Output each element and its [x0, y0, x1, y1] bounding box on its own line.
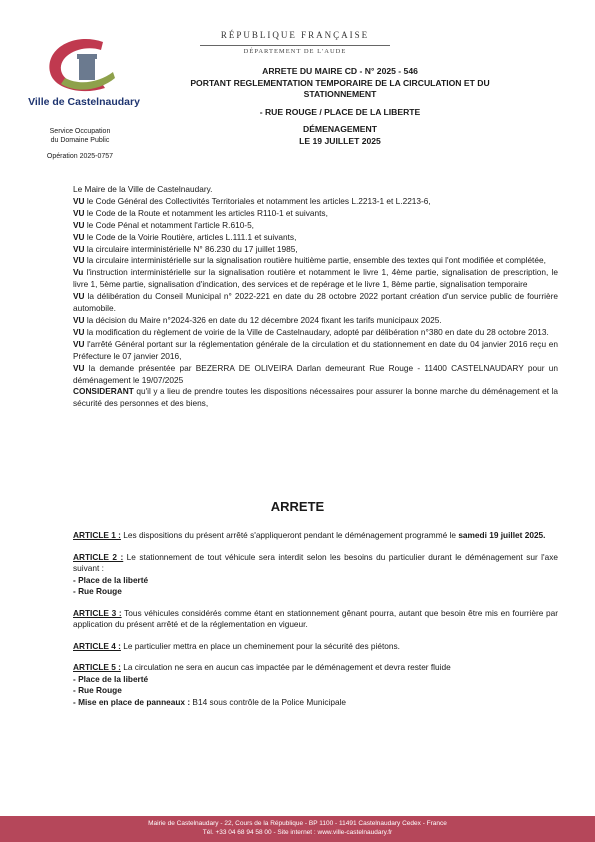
department-name: DÉPARTEMENT DE L'AUDE — [200, 45, 390, 55]
consideration-item: VU le Code de la Route et notamment les articles R110-1 et suivants, — [73, 207, 328, 218]
decree-number: ARRETE DU MAIRE CD - N° 2025 - 546 — [262, 66, 418, 76]
article-4: ARTICLE 4 : Le particulier mettra en place un cheminement pour la sécurité des piétons. — [73, 640, 400, 651]
footer-contact: Tél. +33 04 68 94 58 00 - Site internet : www.ville-castelnaudary.fr — [202, 829, 393, 836]
footer — [0, 816, 595, 842]
article-1: ARTICLE 1 : Les dispositions du présent arrêté s'appliqueront pendant le déménagement programmé le samedi 19 juillet 2025. — [73, 530, 546, 540]
articles — [73, 530, 558, 718]
list-item: - Place de la liberté — [73, 574, 149, 585]
consideration-item: VU la demande présentée par BEZERRA DE OLIVEIRA Darlan demeurant Rue Rouge - 11400 CASTELNAUDARY pour un déménagement le 19/07/2025 — [73, 362, 558, 385]
consideration-item: VU l'arrêté Général portant sur la réglementation générale de la circulation et du stationnement en date du 04 janvier 2016 reçu en Préfecture le 07 janvier 2016, — [73, 338, 558, 361]
logo-tower — [79, 58, 95, 80]
service-name — [30, 127, 130, 145]
list-item: - Mise en place de panneaux : B14 sous contrôle de la Police Municipale — [73, 696, 347, 707]
consideration-item: VU la modification du règlement de voirie de la Ville de Castelnaudary, adopté par délibération n°380 en date du 28 octobre 2013. — [73, 326, 549, 337]
article-5: ARTICLE 5 : La circulation ne sera en aucun cas impactée par le déménagement et devra rester fluide - Place de la liberté - Rue Rouge - Mise en place de panneaux : B14 sous contrôle de la Police Municipale — [73, 662, 558, 708]
intro: Le Maire de la Ville de Castelnaudary. — [73, 184, 213, 194]
service-line-1: Service Occupation — [49, 128, 111, 135]
list-item: - Rue Rouge — [73, 586, 122, 596]
decree-location: - RUE ROUGE / PLACE DE LA LIBERTE — [259, 106, 421, 117]
consideration-item: CONSIDERANT qu'il y a lieu de prendre toutes les dispositions nécessaires pour assurer la bonne marche du déménagement et la sécurité des personnes et des biens, — [73, 386, 558, 409]
list-item: - Place de la liberté — [73, 673, 149, 684]
operation-number: Opération 2025-0757 — [46, 153, 114, 160]
considerations — [73, 184, 558, 410]
decree-date: LE 19 JUILLET 2025 — [299, 135, 381, 146]
consideration-item: VU la circulaire interministérielle N° 86.230 du 17 juillet 1985, — [73, 243, 298, 254]
consideration-item: VU le Code de la Voirie Routière, articles L.111.1 et suivants, — [73, 231, 297, 242]
consideration-item: VU la circulaire interministérielle sur la signalisation routière huitième partie, ensemble des textes qui l'ont modifiée et complétée, — [73, 255, 546, 266]
decree-event: DÉMENAGEMENT — [302, 124, 377, 134]
article-3: ARTICLE 3 : Tous véhicules considérés comme étant en stationnement gênant pourra, autant que besoin être mis en fourrière par application du présent arrêté et de la réglementation en vigueur. — [73, 607, 558, 629]
decree-subject-2: STATIONNEMENT — [303, 89, 377, 99]
republic-title: RÉPUBLIQUE FRANÇAISE — [220, 30, 370, 40]
list-item: - Rue Rouge — [73, 685, 122, 695]
vu-list — [73, 196, 558, 410]
consideration-item: VU le Code Pénal et notamment l'article R.610-5, — [73, 219, 254, 230]
decree-header — [160, 66, 520, 147]
footer-address: Mairie de Castelnaudary - 22, Cours de la République - BP 1100 - 11491 Castelnaudary Cedex - France — [148, 820, 447, 827]
consideration-item: VU le Code Général des Collectivités Territoriales et notamment les articles L.2213-1 et L.2213-6, — [73, 195, 431, 206]
service-line-2: du Domaine Public — [50, 137, 110, 144]
consideration-item: Vu l'instruction interministérielle sur la signalisation routière et notamment le livre 1, 4ème partie, signalisation de prescription, le livre 1, 5ème partie, signalisation d'indication, des services et de repérage et le livre 1, 8ème partie, signalisation temporaire — [73, 267, 558, 290]
city-logo — [25, 30, 135, 105]
consideration-item: VU la délibération du Conseil Municipal n° 2022-221 en date du 28 octobre 2022 portant création d'un service public de fourrière automobile. — [73, 291, 558, 314]
consideration-item: VU la décision du Maire n°2024-326 en date du 12 décembre 2024 fixant les tarifs municipaux 2025. — [73, 314, 442, 325]
decree-subject-1: PORTANT REGLEMENTATION TEMPORAIRE DE LA CIRCULATION ET DU — [190, 77, 490, 88]
city-name: Ville de Castelnaudary — [28, 96, 140, 108]
arrete-title: ARRETE — [270, 499, 325, 514]
article-2: ARTICLE 2 : Le stationnement de tout véhicule sera interdit selon les besoins du particulier durant le déménagement sur l'axe suivant : - Place de la liberté - Rue Rouge — [73, 551, 558, 596]
